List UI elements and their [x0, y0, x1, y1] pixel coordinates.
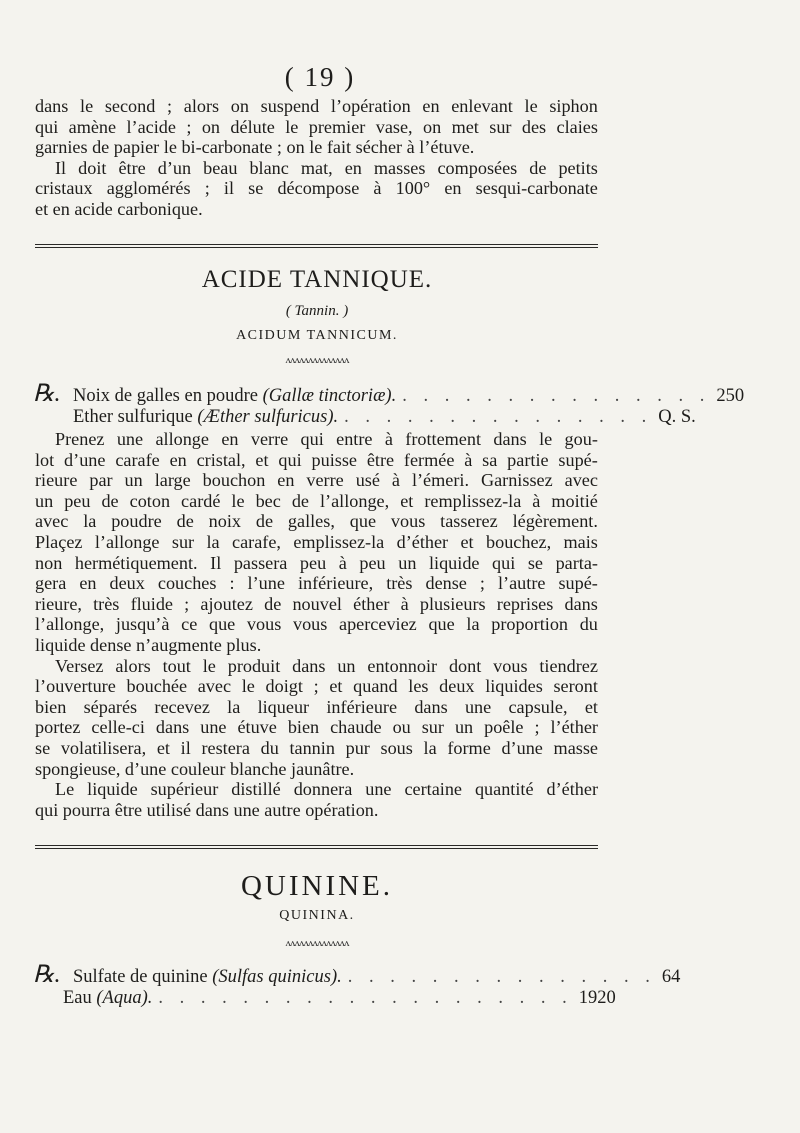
text-line: liquide dense n’augmente plus.: [35, 634, 262, 655]
procedure-text: [35, 429, 598, 820]
text-line: se volatilisera, et il restera du tannin pur sous la forme d’une masse: [35, 737, 598, 758]
ingredient-name: Sulfate de quinine (Sulfas quinicus).: [73, 967, 342, 987]
leader-dots: . . . . . . . . . . . . . . .: [347, 967, 656, 987]
recipe-symbol-icon: ℞.: [33, 381, 61, 407]
ingredient-quantity: 64: [661, 967, 681, 987]
leader-dots: . . . . . . . . . . . . . . .: [344, 407, 653, 427]
text-line: cristaux agglomérés ; il se décompose à 100° en sesqui-carbonate: [35, 178, 598, 199]
text-line: bien séparés recevez la liqueur inférieure dans une capsule, et: [35, 696, 598, 717]
text-line: qui pourra être utilisé dans une autre opération.: [35, 799, 379, 820]
text-line: l’ouverture bouchée avec le doigt ; et quand les deux liquides seront: [35, 676, 598, 697]
recipe-symbol-icon: ℞.: [33, 962, 61, 988]
text-line: un peu de coton cardé le bec de l’allonge, et remplissez-la à moitié: [35, 490, 598, 511]
text-line: gera en deux couches : l’une inférieure, très dense ; l’autre supé-: [35, 573, 598, 594]
section-title-quinine: QUININE.: [240, 870, 394, 902]
text-line: portez celle-ci dans une étuve bien chaude ou sur un poêle ; l’éther: [35, 717, 598, 738]
ingredient-quantity: Q. S.: [658, 407, 696, 427]
ingredient-quantity: 250: [716, 386, 745, 406]
ornament: ʌʌʌʌʌʌʌʌʌʌʌʌʌʌ: [285, 937, 349, 949]
ingredient-name: Noix de galles en poudre (Gallæ tinctoriæ).: [73, 386, 397, 406]
ingredient-name: Ether sulfurique (Æther sulfuricus).: [73, 407, 339, 427]
text-line: qui amène l’acide ; on délute le premier vase, on met sur des claies: [35, 116, 598, 137]
page-number: ( 19 ): [284, 62, 356, 92]
ornament: ʌʌʌʌʌʌʌʌʌʌʌʌʌʌ: [285, 354, 349, 366]
text-line: Versez alors tout le produit dans un entonnoir dont vous tiendrez: [55, 655, 598, 676]
leader-dots: . . . . . . . . . . . . . . .: [402, 386, 711, 406]
text-line: avec la poudre de noix de galles, que vous tasserez légèrement.: [35, 511, 598, 532]
text-line: garnies de papier le bi-carbonate ; on le fait sécher à l’étuve.: [35, 137, 475, 158]
ingredient-name: Eau (Aqua).: [63, 988, 153, 1008]
text-line: rieure, très fluide ; ajoutez de nouvel éther à plusieurs reprises dans: [35, 593, 598, 614]
text-line: et en acide carbonique.: [35, 198, 203, 219]
leader-dots: . . . . . . . . . . . . . . . . . . . .: [158, 988, 573, 1008]
section-subtitle: ( Tannin. ): [285, 303, 349, 319]
text-line: Plaçez l’allonge sur la carafe, emplissez-la d’éther et bouchez, mais: [35, 531, 598, 552]
recipe-line: [35, 988, 616, 1009]
section-latin-name: ACIDUM TANNICUM.: [236, 328, 398, 343]
text-line: rieure par un large bouchon en verre usé à l’émeri. Garnissez avec: [35, 470, 598, 491]
text-line: l’allonge, jusqu’à ce que vous vous aperceviez que la proportion du: [35, 614, 598, 635]
text-line: lot d’une carafe en cristal, et qui puisse être fermée à sa partie supé-: [35, 449, 598, 470]
section-title-acide-tannique: ACIDE TANNIQUE.: [201, 266, 433, 293]
text-line: dans le second ; alors on suspend l’opération en enlevant le siphon: [35, 96, 598, 116]
section-divider: [35, 845, 598, 849]
text-line: Le liquide supérieur distillé donnera une certaine quantité d’éther: [55, 779, 598, 800]
text-line: Prenez une allonge en verre qui entre à frottement dans le gou-: [55, 429, 598, 449]
text-line: spongieuse, d’une couleur blanche jaunâtre.: [35, 758, 355, 779]
recipe-line: [35, 407, 696, 428]
section-latin-name: QUININA.: [279, 908, 355, 923]
recipe-line: [33, 381, 745, 407]
section-divider: [35, 244, 598, 248]
continued-paragraph: [35, 96, 598, 220]
recipe-block: [33, 381, 745, 428]
text-line: non hermétiquement. Il passera peu à peu un liquide qui se parta-: [35, 552, 598, 573]
recipe-block: [33, 962, 681, 1009]
text-line: Il doit être d’un beau blanc mat, en masses composées de petits: [55, 157, 598, 178]
ingredient-quantity: 1920: [578, 988, 616, 1008]
recipe-line: [33, 962, 681, 988]
